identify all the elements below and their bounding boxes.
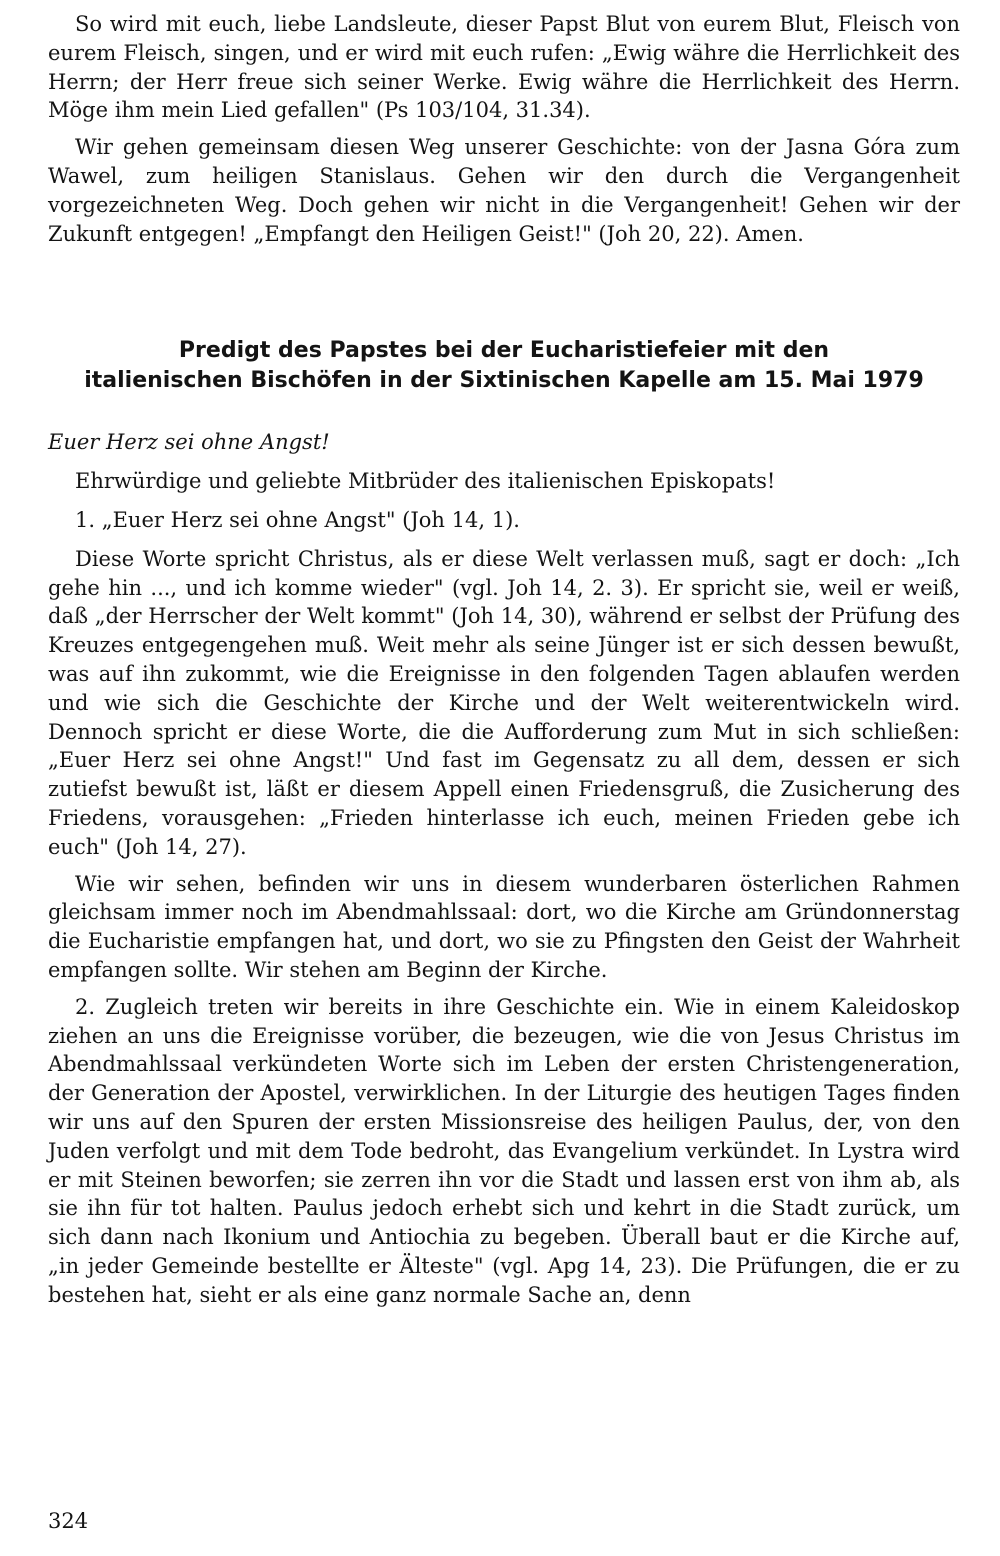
paragraph-weg-geschichte: Wir gehen gemeinsam diesen Weg unserer Geschichte: von der Jasna Góra zum Wawel, zum heiligen Stanislaus. Gehen wir den durch die Vergangenheit vorgezeichneten Weg. Doch gehen wir nicht in die Vergangenheit! Gehen wir der Zukunft entgegen! „Empfangt den Heiligen Geist!" (Joh 20, 22). Amen. bbox=[48, 135, 960, 246]
sermon-heading bbox=[48, 336, 960, 396]
salutation: Ehrwürdige und geliebte Mitbrüder des italienischen Episkopats! bbox=[75, 469, 776, 494]
paragraph-christus-worte: Diese Worte spricht Christus, als er diese Welt verlassen muß, sagt er doch: „Ich gehe hin ..., und ich komme wieder" (vgl. Joh 14, 2. 3). Er spricht sie, weil er weiß, daß „der Herrscher der Welt kommt" (Joh 14, 30), während er selbst der Prüfung des Kreuzes entgegengehen muß. Weit mehr als seine Jünger ist er sich dessen bewußt, was auf ihn zukommt, wie die Ereignisse in den folgenden Tagen ablaufen werden und wie sich die Geschichte der Kirche und der Welt weiterentwickeln wird. Dennoch spricht er diese Worte, die die Aufforderung zum Mut in sich schließen: „Euer Herz sei ohne Angst!" Und fast im Gegensatz zu all dem, dessen er sich zutiefst bewußt ist, läßt er diesem Appell einen Friedensgruß, die Zusicherung des Friedens, vorausgehen: „Frieden hinterlasse ich euch, meinen Frieden gebe ich euch" (Joh 14, 27). bbox=[48, 546, 960, 859]
paragraph-abendmahlssaal: Wie wir sehen, befinden wir uns in diesem wunderbaren österlichen Rahmen gleichsam immer noch im Abendmahlssaal: dort, wo die Kirche am Gründonnerstag die Eucharistie empfangen hat, und dort, wo sie zu Pfingsten den Geist der Wahrheit empfangen sollte. Wir stehen am Beginn der Kirche. bbox=[48, 871, 960, 982]
sermon-heading-line-1: Predigt des Papstes bei der Eucharistiefeier mit den bbox=[178, 338, 830, 364]
sermon-subtitle: Euer Herz sei ohne Angst! bbox=[48, 430, 330, 455]
document-page bbox=[48, 10, 960, 1317]
paragraph-section-2: 2. Zugleich treten wir bereits in ihre Geschichte ein. Wie in einem Kaleidoskop ziehen an uns die Ereignisse vorüber, die bezeugen, wie die von Jesus Christus im Abendmahlssaal verkündeten Worte sich im Leben der ersten Christengeneration, der Generation der Apostel, verwirklichen. In der Liturgie des heutigen Tages finden wir uns auf den Spuren der ersten Missionsreise des heiligen Paulus, der, von den Juden verfolgt und mit dem Tode bedroht, das Evangelium verkündet. In Lystra wird er mit Steinen beworfen; sie zerren ihn vor die Stadt und lassen erst von ihm ab, als sie ihn für tot halten. Paulus jedoch erhebt sich und kehrt in die Stadt zurück, um sich dann nach Ikonium und Antiochia zu begeben. Überall baut er die Kirche auf, „in jeder Gemeinde bestellte er Älteste" (vgl. Apg 14, 23). Die Prüfungen, die er zu bestehen hat, sieht er als eine ganz normale Sache an, denn bbox=[48, 994, 960, 1307]
paragraph-landsleute: So wird mit euch, liebe Landsleute, dieser Papst Blut von eurem Blut, Fleisch von eurem Fleisch, singen, und er wird mit euch rufen: „Ewig währe die Herrlichkeit des Herrn; der Herr freue sich seiner Werke. Ewig währe die Herrlichkeit des Herrn. Möge ihm mein Lied gefallen" (Ps 103/104, 31.34). bbox=[48, 12, 960, 123]
page-number: 324 bbox=[48, 1509, 89, 1533]
section-1-title: 1. „Euer Herz sei ohne Angst" (Joh 14, 1). bbox=[75, 507, 520, 532]
sermon-heading-line-2: italienischen Bischöfen in der Sixtinischen Kapelle am 15. Mai 1979 bbox=[84, 368, 924, 394]
